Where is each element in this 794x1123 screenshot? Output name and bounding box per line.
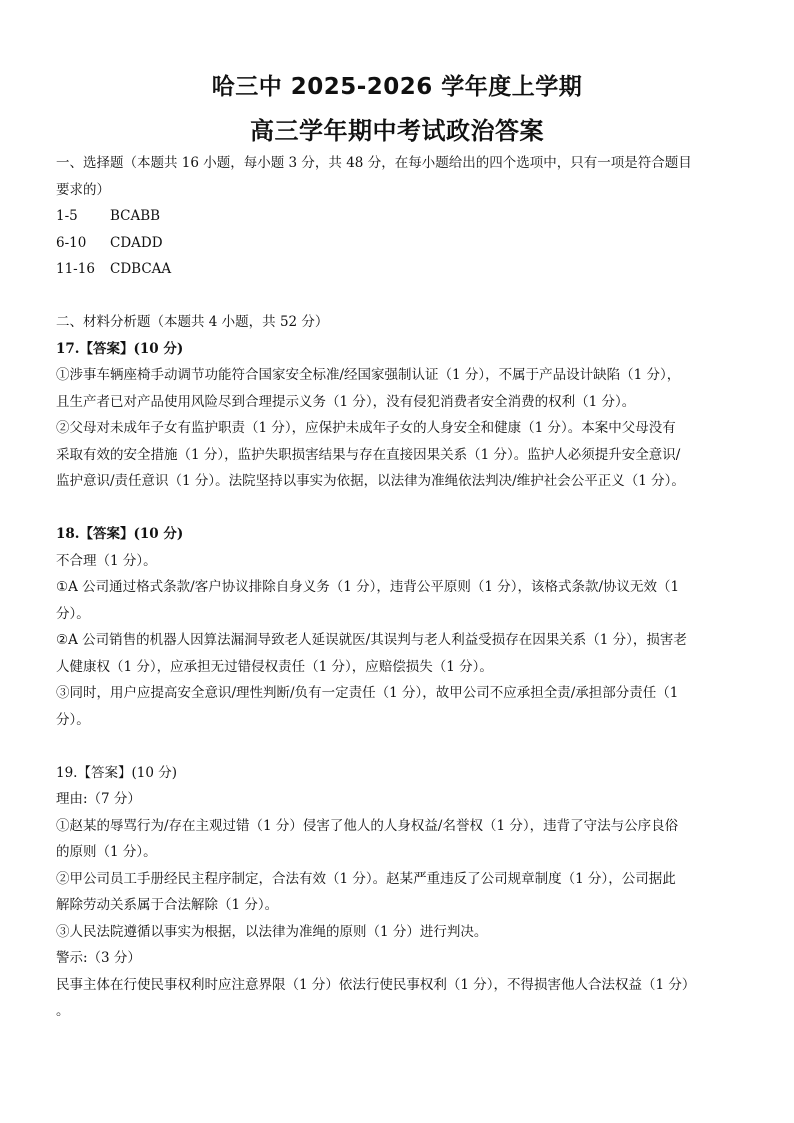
page-title-exam: 高三学年期中考试政治答案 <box>250 117 544 145</box>
question-heading: 18.【答案】(10 分) <box>56 526 184 542</box>
mcq-letters: BCABB <box>110 208 161 224</box>
answer-line: ①赵某的辱骂行为/存在主观过错（1 分）侵害了他人的人身权益/名誉权（1 分），违背了守法与公序良俗 <box>56 817 679 834</box>
section-heading-continued: 要求的） <box>56 181 110 198</box>
answer-line: 。 <box>56 1003 70 1019</box>
spacer <box>56 495 726 522</box>
section-heading: 一、选择题（本题共 16 小题，每小题 3 分，共 48 分，在每小题给出的四个选项中，只有一项是符合题目 <box>56 155 692 171</box>
answer-line: 分）。 <box>56 605 90 622</box>
section-heading-material-analysis: 二、材料分析题（本题共 4 小题，共 52 分） <box>56 314 329 330</box>
mcq-letters: CDADD <box>110 234 163 251</box>
mcq-answer-row <box>56 230 726 257</box>
spacer <box>56 283 726 310</box>
answer-content <box>56 150 726 1025</box>
answer-line: ③人民法院遵循以事实为根据，以法律为准绳的原则（1 分）进行判决。 <box>56 923 488 940</box>
answer-line: ①涉事车辆座椅手动调节功能符合国家安全标准/经国家强制认证（1 分），不属于产品设计缺陷（1 分）， <box>56 367 681 383</box>
spacer <box>56 733 726 760</box>
answer-line: 采取有效的安全措施（1 分），监护失职损害结果与存在直接因果关系（1 分）。监护人必须提升安全意识/ <box>56 446 681 463</box>
answer-line: 不合理（1 分）。 <box>56 552 157 569</box>
answer-line: 且生产者已对产品使用风险尽到合理提示义务（1 分），没有侵犯消费者安全消费的权利（1 分）。 <box>56 393 636 410</box>
answer-line: 警示:（3 分） <box>56 950 141 966</box>
answer-line: 解除劳动关系属于合法解除（1 分）。 <box>56 897 279 913</box>
answer-line: 理由:（7 分） <box>56 791 141 807</box>
question-heading: 19.【答案】(10 分) <box>56 764 177 781</box>
answer-line: ③同时，用户应提高安全意识/理性判断/负有一定责任（1 分），故甲公司不应承担全责/承担部分责任（1 <box>56 685 679 701</box>
mcq-answer-row <box>56 203 726 230</box>
answer-line: 的原则（1 分）。 <box>56 844 157 860</box>
answer-line: ②父母对未成年子女有监护职责（1 分），应保护未成年子女的人身安全和健康（1 分）。本案中父母没有 <box>56 420 676 436</box>
question-18 <box>56 521 726 733</box>
answer-line: 分）。 <box>56 711 90 728</box>
section-multiple-choice <box>56 150 726 283</box>
question-17 <box>56 336 726 495</box>
question-heading: 17.【答案】(10 分) <box>56 340 184 357</box>
mcq-range: 1-5 <box>56 208 78 224</box>
answer-line: 监护意识/责任意识（1 分）。法院坚持以事实为依据，以法律为准绳依法判决/维护社会公平正义（1 分）。 <box>56 473 685 489</box>
answer-line: 人健康权（1 分），应承担无过错侵权责任（1 分），应赔偿损失（1 分）。 <box>56 658 493 675</box>
answer-line: 民事主体在行使民事权利时应注意界限（1 分）依法行使民事权利（1 分），不得损害他人合法权益（1 分） <box>56 976 696 993</box>
mcq-letters: CDBCAA <box>110 261 172 277</box>
page-title-school-term: 哈三中 2025-2026 学年度上学期 <box>211 74 583 100</box>
answer-line: ②A 公司销售的机器人因算法漏洞导致老人延误就医/其误判与老人利益受损存在因果关系（1 分），损害老 <box>56 632 687 648</box>
mcq-range: 11-16 <box>56 261 95 277</box>
answer-line: ②甲公司员工手册经民主程序制定，合法有效（1 分）。赵某严重违反了公司规章制度（1 分），公司据此 <box>56 870 676 887</box>
mcq-answer-row <box>56 256 726 283</box>
mcq-range: 6-10 <box>56 234 87 251</box>
question-19 <box>56 760 726 1025</box>
answer-line: ①A 公司通过格式条款/客户协议排除自身义务（1 分），违背公平原则（1 分），该格式条款/协议无效（1 <box>56 579 680 595</box>
